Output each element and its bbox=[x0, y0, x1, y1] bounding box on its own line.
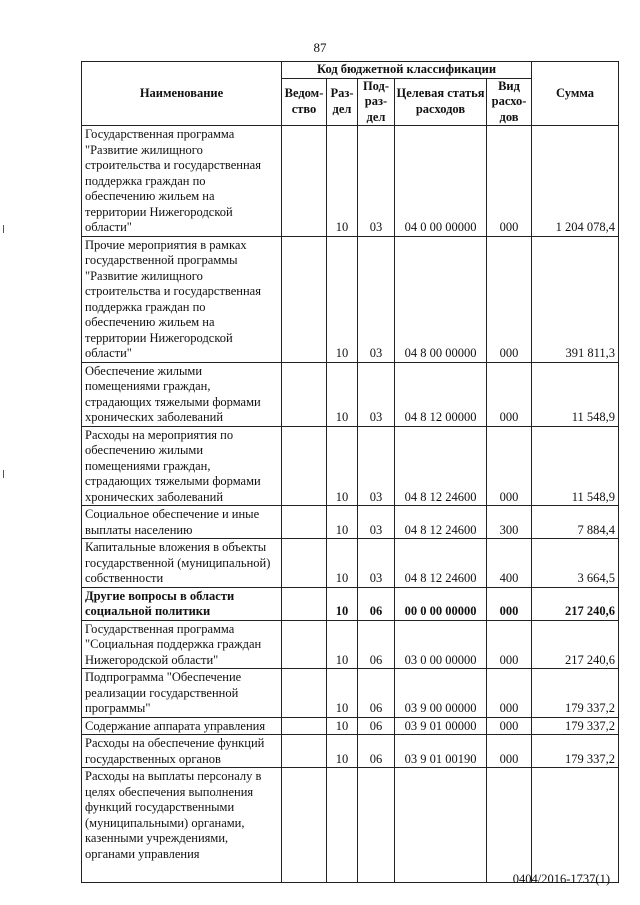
cell-vid: 400 bbox=[487, 539, 532, 588]
cell-ved bbox=[282, 506, 327, 539]
cell-razdel: 10 bbox=[327, 362, 358, 426]
cell-podrazdel: 03 bbox=[358, 426, 395, 506]
cell-vid: 000 bbox=[487, 236, 532, 362]
cell-ved bbox=[282, 735, 327, 768]
cell-ved bbox=[282, 587, 327, 620]
cell-podrazdel: 06 bbox=[358, 620, 395, 669]
cell-vid: 000 bbox=[487, 620, 532, 669]
cell-name: Расходы на мероприятия по обеспечению жилыми помещениями граждан, страдающих тяжелыми формами хронических заболеваний bbox=[82, 426, 282, 506]
cell-name: Расходы на обеспечение функций государственных органов bbox=[82, 735, 282, 768]
cell-vid: 000 bbox=[487, 362, 532, 426]
table-row bbox=[82, 717, 619, 735]
cell-razdel: 10 bbox=[327, 126, 358, 237]
cell-summa: 217 240,6 bbox=[532, 587, 619, 620]
cell-vid: 300 bbox=[487, 506, 532, 539]
cell-name: Прочие мероприятия в рамках государственной программы "Развитие жилищного строительства и государственная поддержка граждан по обеспечению жильем на территории Нижегородской области" bbox=[82, 236, 282, 362]
header-vid: Вид расхо-дов bbox=[487, 78, 532, 126]
cell-summa: 1 204 078,4 bbox=[532, 126, 619, 237]
cell-summa bbox=[532, 768, 619, 883]
cell-ved bbox=[282, 768, 327, 883]
cell-vid: 000 bbox=[487, 735, 532, 768]
cell-tselevaya bbox=[395, 768, 487, 883]
scan-edge-mark bbox=[3, 470, 4, 478]
cell-razdel: 10 bbox=[327, 587, 358, 620]
cell-vid: 000 bbox=[487, 426, 532, 506]
cell-tselevaya: 04 8 00 00000 bbox=[395, 236, 487, 362]
cell-summa: 217 240,6 bbox=[532, 620, 619, 669]
cell-name: Расходы на выплаты персоналу в целях обеспечения выполнения функций государственными (муниципальными) органами, казенными учреждениями, органами управления bbox=[82, 768, 282, 883]
cell-razdel bbox=[327, 768, 358, 883]
cell-razdel: 10 bbox=[327, 426, 358, 506]
cell-vid: 000 bbox=[487, 717, 532, 735]
table-row bbox=[82, 426, 619, 506]
cell-razdel: 10 bbox=[327, 717, 358, 735]
cell-vid: 000 bbox=[487, 587, 532, 620]
cell-vid: 000 bbox=[487, 126, 532, 237]
cell-podrazdel: 06 bbox=[358, 735, 395, 768]
cell-tselevaya: 03 9 01 00190 bbox=[395, 735, 487, 768]
table-row bbox=[82, 236, 619, 362]
cell-razdel: 10 bbox=[327, 620, 358, 669]
cell-podrazdel: 03 bbox=[358, 236, 395, 362]
cell-name: Государственная программа "Развитие жилищного строительства и государственная поддержка граждан по обеспечению жильем на территории Нижегородской области" bbox=[82, 126, 282, 237]
table-body bbox=[82, 126, 619, 883]
cell-ved bbox=[282, 236, 327, 362]
cell-ved bbox=[282, 717, 327, 735]
cell-tselevaya: 04 8 12 24600 bbox=[395, 506, 487, 539]
cell-summa: 11 548,9 bbox=[532, 362, 619, 426]
cell-summa: 11 548,9 bbox=[532, 426, 619, 506]
cell-ved bbox=[282, 126, 327, 237]
cell-summa: 3 664,5 bbox=[532, 539, 619, 588]
cell-ved bbox=[282, 539, 327, 588]
header-razdel: Раз-дел bbox=[327, 78, 358, 126]
cell-summa: 179 337,2 bbox=[532, 735, 619, 768]
cell-razdel: 10 bbox=[327, 735, 358, 768]
header-name: Наименование bbox=[82, 62, 282, 126]
header-summa: Сумма bbox=[532, 62, 619, 126]
cell-podrazdel bbox=[358, 768, 395, 883]
cell-summa: 179 337,2 bbox=[532, 717, 619, 735]
cell-ved bbox=[282, 426, 327, 506]
scan-edge-mark bbox=[3, 225, 4, 233]
table-row bbox=[82, 620, 619, 669]
table-row bbox=[82, 735, 619, 768]
cell-vid: 000 bbox=[487, 669, 532, 718]
table-row bbox=[82, 126, 619, 237]
cell-ved bbox=[282, 362, 327, 426]
cell-tselevaya: 03 9 00 00000 bbox=[395, 669, 487, 718]
cell-name: Капитальные вложения в объекты государственной (муниципальной) собственности bbox=[82, 539, 282, 588]
cell-tselevaya: 03 9 01 00000 bbox=[395, 717, 487, 735]
header-group: Код бюджетной классификации bbox=[282, 62, 532, 79]
cell-razdel: 10 bbox=[327, 236, 358, 362]
cell-vid bbox=[487, 768, 532, 883]
table-row bbox=[82, 768, 619, 883]
cell-summa: 7 884,4 bbox=[532, 506, 619, 539]
cell-podrazdel: 06 bbox=[358, 717, 395, 735]
header-tselevaya: Целевая статья расходов bbox=[395, 78, 487, 126]
cell-podrazdel: 03 bbox=[358, 506, 395, 539]
cell-ved bbox=[282, 669, 327, 718]
header-vedomstvo: Ведом-ство bbox=[282, 78, 327, 126]
cell-summa: 391 811,3 bbox=[532, 236, 619, 362]
cell-name: Социальное обеспечение и иные выплаты населению bbox=[82, 506, 282, 539]
cell-podrazdel: 03 bbox=[358, 362, 395, 426]
cell-podrazdel: 06 bbox=[358, 669, 395, 718]
cell-name: Содержание аппарата управления bbox=[82, 717, 282, 735]
page-number: 87 bbox=[313, 40, 327, 55]
table-row bbox=[82, 669, 619, 718]
cell-name: Государственная программа "Социальная поддержка граждан Нижегородской области" bbox=[82, 620, 282, 669]
table-row bbox=[82, 362, 619, 426]
cell-tselevaya: 04 8 12 24600 bbox=[395, 539, 487, 588]
cell-name: Другие вопросы в области социальной политики bbox=[82, 587, 282, 620]
table-row bbox=[82, 539, 619, 588]
cell-razdel: 10 bbox=[327, 506, 358, 539]
header-podrazdel: Под-раз-дел bbox=[358, 78, 395, 126]
cell-podrazdel: 06 bbox=[358, 587, 395, 620]
cell-podrazdel: 03 bbox=[358, 539, 395, 588]
table-row bbox=[82, 506, 619, 539]
cell-tselevaya: 04 0 00 00000 bbox=[395, 126, 487, 237]
cell-razdel: 10 bbox=[327, 539, 358, 588]
cell-name: Обеспечение жилыми помещениями граждан, страдающих тяжелыми формами хронических заболеваний bbox=[82, 362, 282, 426]
cell-ved bbox=[282, 620, 327, 669]
document-code: 0404/2016-1737(1) bbox=[512, 872, 610, 886]
table-row bbox=[82, 587, 619, 620]
cell-tselevaya: 00 0 00 00000 bbox=[395, 587, 487, 620]
cell-tselevaya: 04 8 12 00000 bbox=[395, 362, 487, 426]
cell-name: Подпрограмма "Обеспечение реализации государственной программы" bbox=[82, 669, 282, 718]
budget-table bbox=[81, 61, 619, 883]
cell-razdel: 10 bbox=[327, 669, 358, 718]
cell-tselevaya: 04 8 12 24600 bbox=[395, 426, 487, 506]
cell-tselevaya: 03 0 00 00000 bbox=[395, 620, 487, 669]
cell-summa: 179 337,2 bbox=[532, 669, 619, 718]
cell-podrazdel: 03 bbox=[358, 126, 395, 237]
